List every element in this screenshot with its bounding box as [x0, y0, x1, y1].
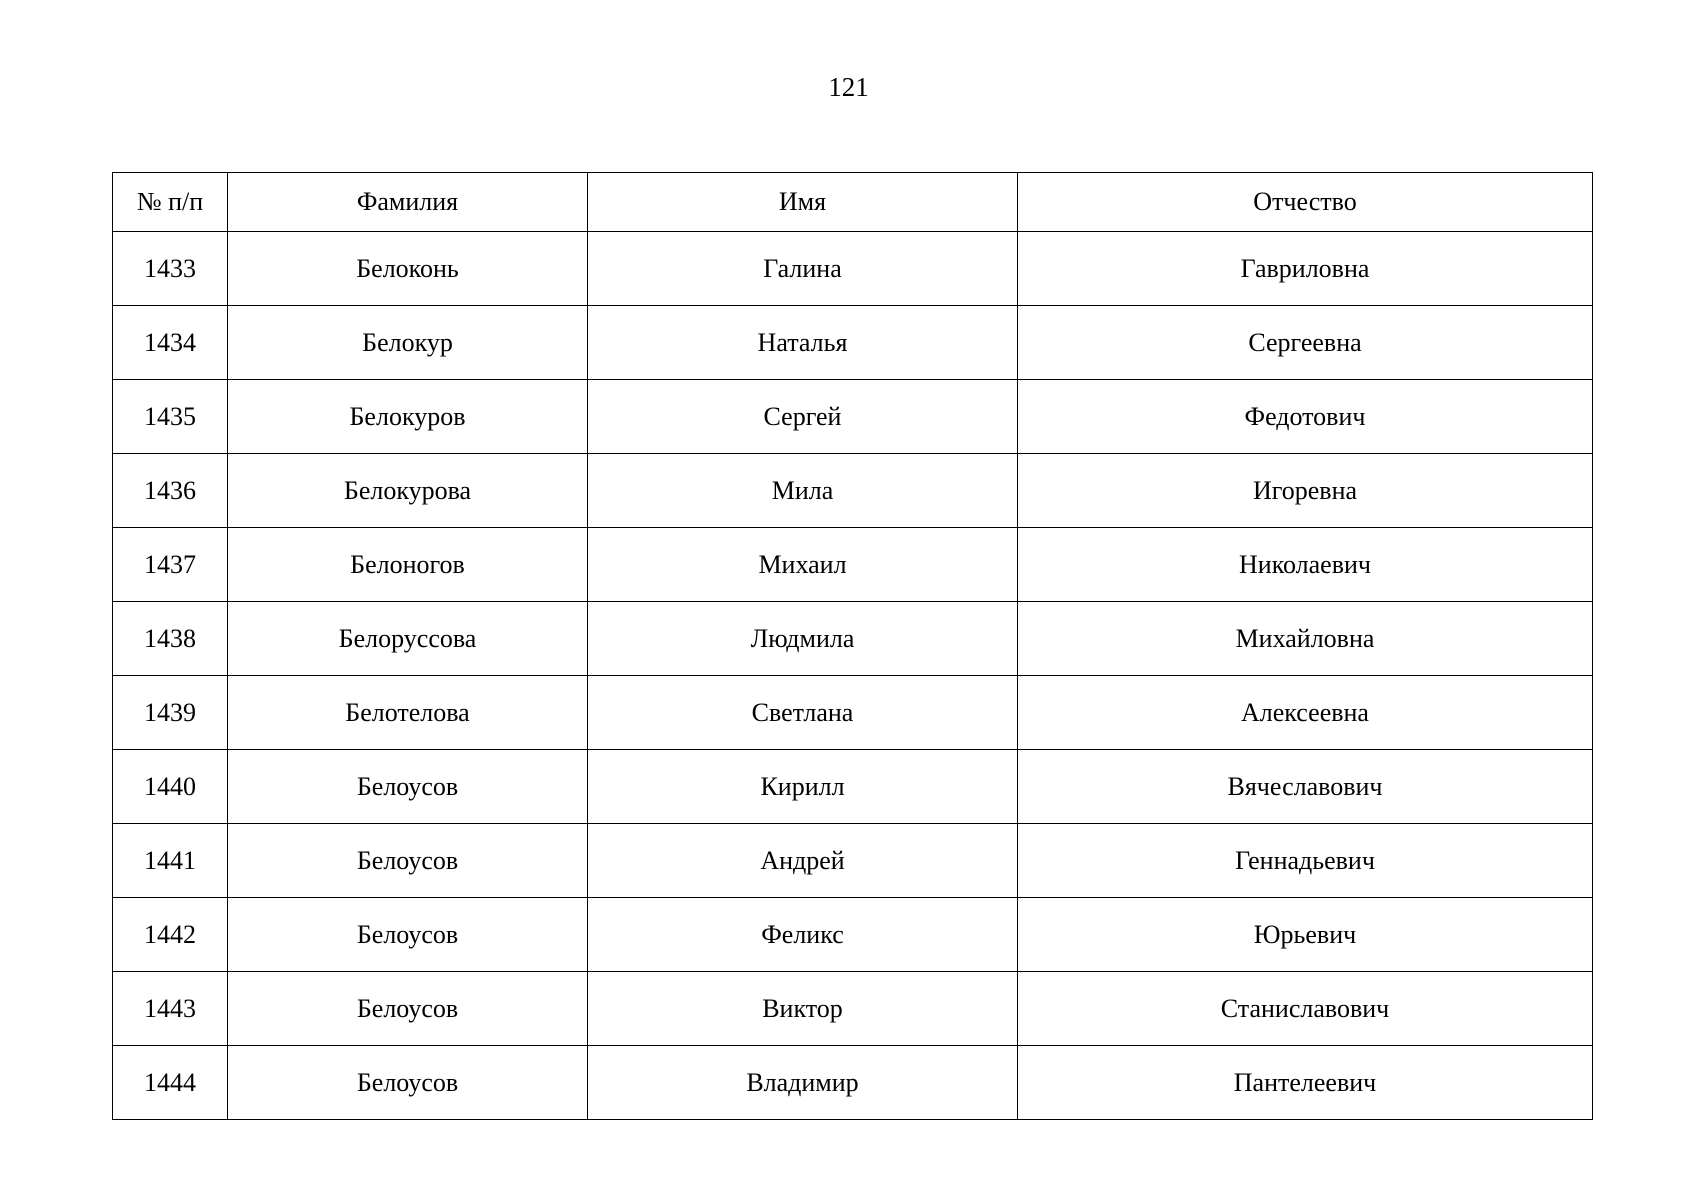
- table-row: [113, 898, 1593, 972]
- cell-first-name: Людмила: [588, 602, 1018, 676]
- cell-number: 1438: [113, 602, 228, 676]
- names-table-container: [112, 172, 1592, 1120]
- header-patronymic: Отчество: [1018, 173, 1593, 232]
- header-first-name: Имя: [588, 173, 1018, 232]
- table-row: [113, 602, 1593, 676]
- cell-number: 1436: [113, 454, 228, 528]
- cell-number: 1439: [113, 676, 228, 750]
- cell-number: 1435: [113, 380, 228, 454]
- cell-surname: Белоусов: [228, 898, 588, 972]
- cell-first-name: Кирилл: [588, 750, 1018, 824]
- cell-number: 1440: [113, 750, 228, 824]
- table-row: [113, 306, 1593, 380]
- cell-patronymic: Сергеевна: [1018, 306, 1593, 380]
- cell-number: 1437: [113, 528, 228, 602]
- cell-first-name: Светлана: [588, 676, 1018, 750]
- cell-first-name: Андрей: [588, 824, 1018, 898]
- header-number: № п/п: [113, 173, 228, 232]
- table-row: [113, 380, 1593, 454]
- cell-first-name: Феликс: [588, 898, 1018, 972]
- cell-number: 1433: [113, 232, 228, 306]
- cell-surname: Белоусов: [228, 750, 588, 824]
- cell-first-name: Наталья: [588, 306, 1018, 380]
- cell-surname: Белокуров: [228, 380, 588, 454]
- table-row: [113, 824, 1593, 898]
- cell-patronymic: Гавриловна: [1018, 232, 1593, 306]
- table-row: [113, 676, 1593, 750]
- cell-surname: Белоусов: [228, 972, 588, 1046]
- cell-number: 1434: [113, 306, 228, 380]
- table-row: [113, 1046, 1593, 1120]
- header-surname: Фамилия: [228, 173, 588, 232]
- cell-patronymic: Федотович: [1018, 380, 1593, 454]
- cell-first-name: Мила: [588, 454, 1018, 528]
- cell-surname: Белоруссова: [228, 602, 588, 676]
- cell-patronymic: Вячеславович: [1018, 750, 1593, 824]
- cell-first-name: Владимир: [588, 1046, 1018, 1120]
- cell-patronymic: Алексеевна: [1018, 676, 1593, 750]
- cell-patronymic: Михайловна: [1018, 602, 1593, 676]
- header-row: [113, 173, 1593, 232]
- cell-patronymic: Пантелеевич: [1018, 1046, 1593, 1120]
- cell-number: 1443: [113, 972, 228, 1046]
- cell-patronymic: Геннадьевич: [1018, 824, 1593, 898]
- table-row: [113, 972, 1593, 1046]
- cell-surname: Белоногов: [228, 528, 588, 602]
- cell-number: 1444: [113, 1046, 228, 1120]
- cell-patronymic: Николаевич: [1018, 528, 1593, 602]
- cell-surname: Белоусов: [228, 824, 588, 898]
- cell-surname: Белотелова: [228, 676, 588, 750]
- cell-surname: Белоусов: [228, 1046, 588, 1120]
- cell-number: 1441: [113, 824, 228, 898]
- cell-first-name: Сергей: [588, 380, 1018, 454]
- cell-surname: Белокурова: [228, 454, 588, 528]
- page-number: 121: [828, 72, 869, 102]
- cell-first-name: Галина: [588, 232, 1018, 306]
- table-header: [113, 173, 1593, 232]
- cell-surname: Белокур: [228, 306, 588, 380]
- cell-surname: Белоконь: [228, 232, 588, 306]
- table-row: [113, 750, 1593, 824]
- table-row: [113, 454, 1593, 528]
- cell-number: 1442: [113, 898, 228, 972]
- cell-patronymic: Станиславович: [1018, 972, 1593, 1046]
- cell-patronymic: Игоревна: [1018, 454, 1593, 528]
- table-row: [113, 528, 1593, 602]
- cell-patronymic: Юрьевич: [1018, 898, 1593, 972]
- names-table: [112, 172, 1593, 1120]
- cell-first-name: Виктор: [588, 972, 1018, 1046]
- cell-first-name: Михаил: [588, 528, 1018, 602]
- table-body: [113, 232, 1593, 1120]
- table-row: [113, 232, 1593, 306]
